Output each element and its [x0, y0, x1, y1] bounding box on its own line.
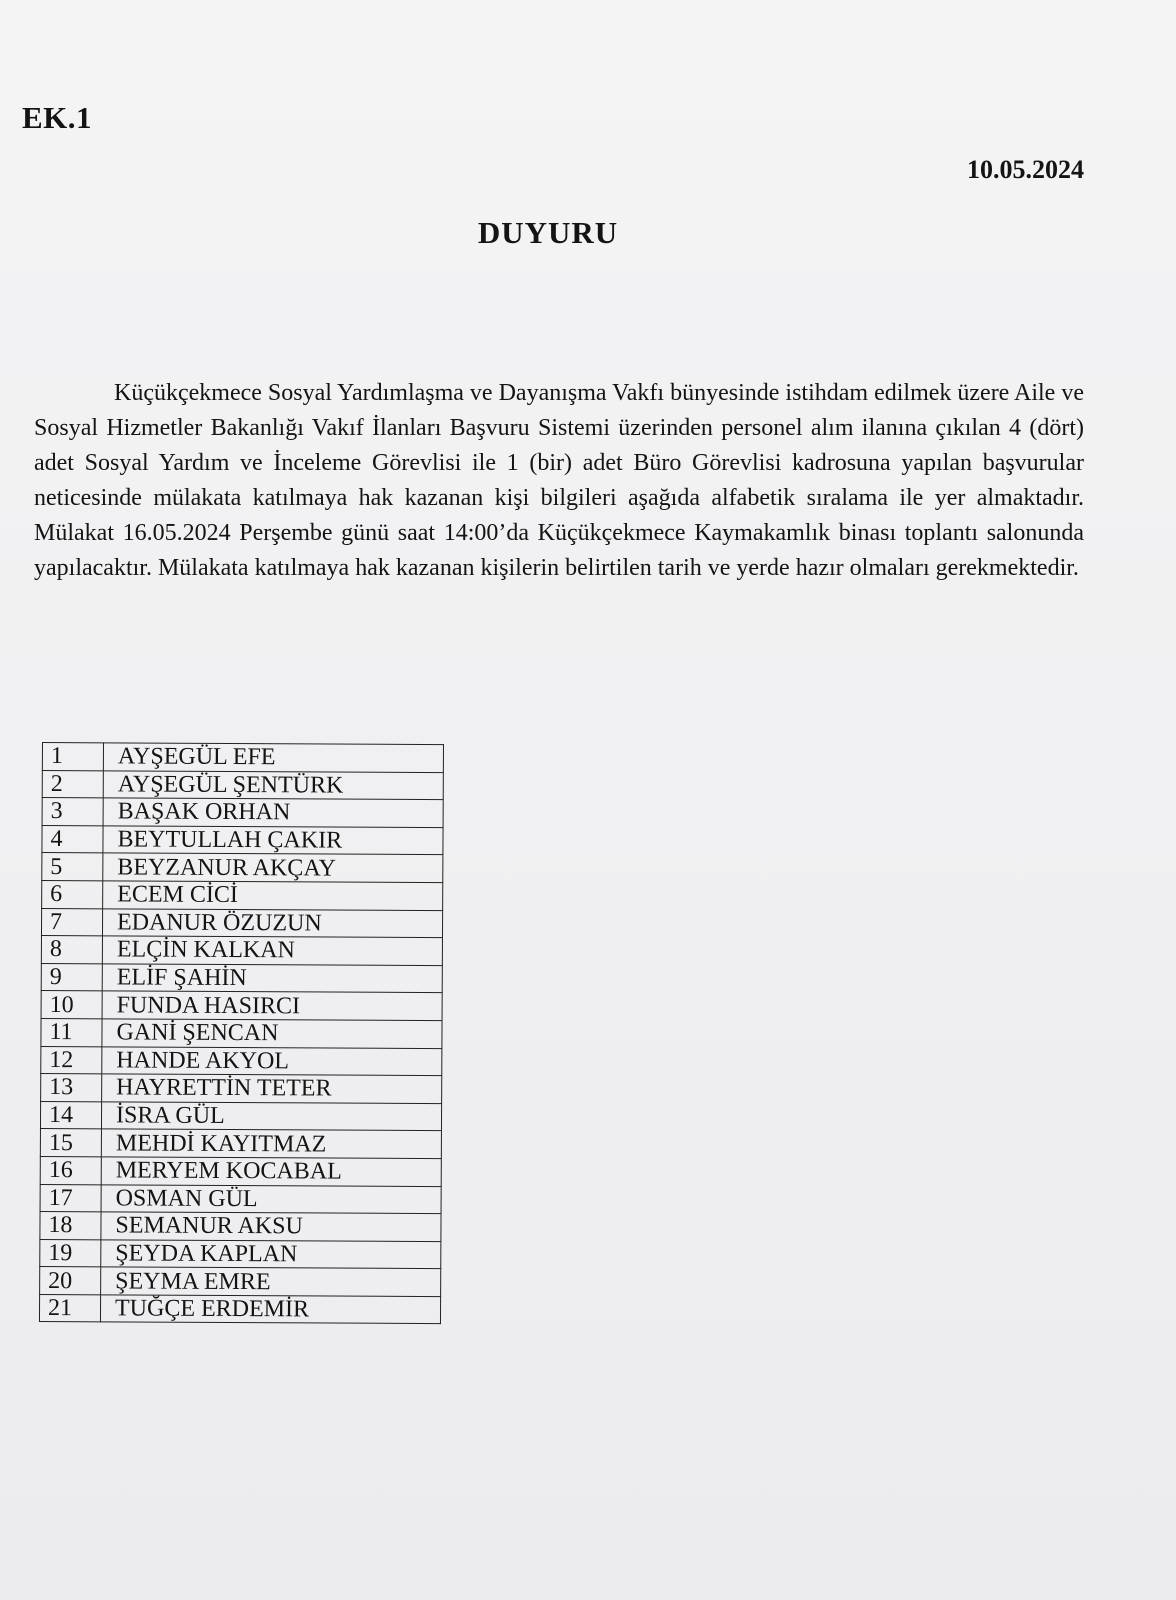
- table-row: [41, 1074, 442, 1104]
- row-number: 16: [40, 1156, 101, 1184]
- row-number: 12: [41, 1046, 102, 1074]
- document-date: 10.05.2024: [967, 155, 1084, 184]
- candidate-name: TUĞÇE ERDEMİR: [100, 1295, 440, 1324]
- candidate-name: ŞEYMA EMRE: [101, 1267, 441, 1296]
- candidate-name: OSMAN GÜL: [101, 1184, 441, 1213]
- table-row: [40, 1156, 441, 1186]
- candidate-name: BEYZANUR AKÇAY: [103, 853, 443, 882]
- row-number: 14: [40, 1101, 101, 1129]
- candidate-name: İSRA GÜL: [101, 1102, 441, 1131]
- row-number: 9: [41, 963, 102, 991]
- row-number: 10: [41, 991, 102, 1019]
- announcement-paragraph: Küçükçekmece Sosyal Yardımlaşma ve Dayanışma Vakfı bünyesinde istihdam edilmek üzere Aile ve Sosyal Hizmetler Bakanlığı Vakıf İlanları Başvuru Sistemi üzerinden personel alım ilanına çıkılan 4 (dört) adet Sosyal Yardım ve İnceleme Görevlisi ile 1 (bir) adet Büro Görevlisi kadrosuna yapılan başvurular neticesinde mülakata katılmaya hak kazanan kişi bilgileri aşağıda alfabetik sıralama ile yer almaktadır. Mülakat 16.05.2024 Perşembe günü saat 14:00’da Küçükçekmece Kaymakamlık binası toplantı salonunda yapılacaktır. Mülakata katılmaya hak kazanan kişilerin belirtilen tarih ve yerde hazır olmaları gerekmektedir.: [34, 380, 1084, 581]
- candidate-name: ECEM CİCİ: [103, 881, 443, 910]
- candidate-table: [39, 742, 444, 1325]
- table-row: [41, 1018, 442, 1048]
- row-number: 20: [40, 1267, 101, 1295]
- table-row: [41, 908, 442, 938]
- table-row: [40, 1184, 441, 1214]
- candidate-name: MERYEM KOCABAL: [101, 1157, 441, 1186]
- table-row: [42, 770, 443, 800]
- candidate-name: AYŞEGÜL ŞENTÜRK: [103, 770, 443, 799]
- candidate-name: MEHDİ KAYITMAZ: [101, 1129, 441, 1158]
- table-row: [42, 880, 443, 910]
- row-number: 2: [42, 770, 103, 798]
- candidate-name: FUNDA HASIRCI: [102, 991, 442, 1020]
- row-number: 8: [41, 936, 102, 964]
- row-number: 15: [40, 1129, 101, 1157]
- candidate-name: SEMANUR AKSU: [101, 1212, 441, 1241]
- row-number: 6: [42, 880, 103, 908]
- candidate-name: HAYRETTİN TETER: [102, 1074, 442, 1103]
- table-row: [42, 743, 443, 773]
- row-number: 19: [40, 1239, 101, 1267]
- table-row: [40, 1129, 441, 1159]
- row-number: 4: [42, 825, 103, 853]
- candidate-name: ELİF ŞAHİN: [102, 964, 442, 993]
- row-number: 7: [41, 908, 102, 936]
- candidate-name: EDANUR ÖZUZUN: [102, 908, 442, 937]
- table-row: [41, 963, 442, 993]
- row-number: 18: [40, 1212, 101, 1240]
- candidate-name: BEYTULLAH ÇAKIR: [103, 826, 443, 855]
- table-row: [39, 1294, 440, 1324]
- table-row: [40, 1267, 441, 1297]
- candidate-name: AYŞEGÜL EFE: [103, 743, 443, 772]
- candidate-name: ELÇİN KALKAN: [102, 936, 442, 965]
- row-number: 5: [42, 853, 103, 881]
- row-number: 21: [39, 1294, 100, 1322]
- table-row: [41, 1046, 442, 1076]
- candidate-name: ŞEYDA KAPLAN: [101, 1240, 441, 1269]
- row-number: 17: [40, 1184, 101, 1212]
- table-row: [40, 1212, 441, 1242]
- table-row: [42, 825, 443, 855]
- table-row: [41, 991, 442, 1021]
- row-number: 13: [41, 1074, 102, 1102]
- table-row: [41, 936, 442, 966]
- table-row: [40, 1101, 441, 1131]
- table-row: [40, 1239, 441, 1269]
- candidate-name: GANİ ŞENCAN: [102, 1019, 442, 1048]
- row-number: 1: [42, 743, 103, 771]
- candidate-name: HANDE AKYOL: [102, 1046, 442, 1075]
- annex-label: EK.1: [22, 100, 93, 135]
- row-number: 11: [41, 1018, 102, 1046]
- row-number: 3: [42, 798, 103, 826]
- document-title: DUYURU: [477, 215, 619, 250]
- table-row: [42, 853, 443, 883]
- candidate-table-body: [39, 743, 443, 1325]
- candidate-name: BAŞAK ORHAN: [103, 798, 443, 827]
- table-row: [42, 798, 443, 828]
